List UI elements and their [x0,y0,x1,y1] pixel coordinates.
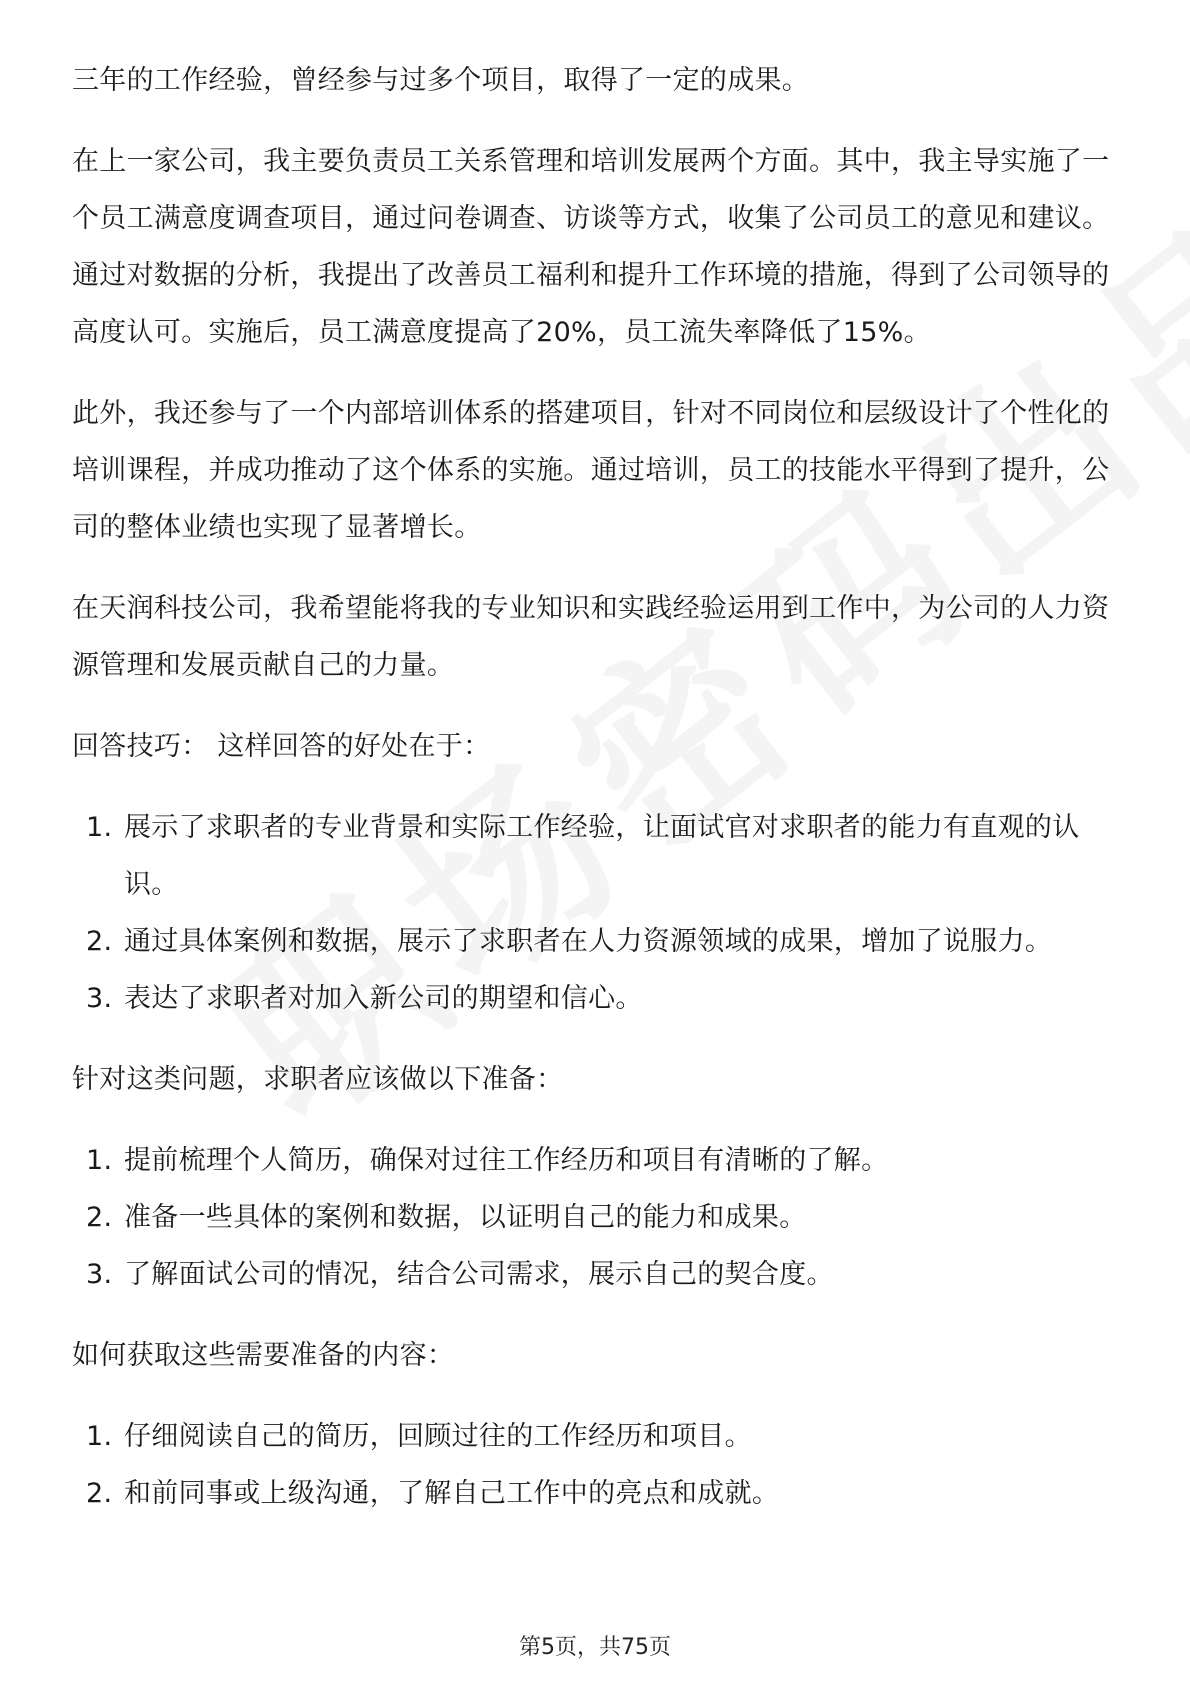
page-number-footer: 第5页，共75页 [519,1635,671,1660]
list-item [72,1189,1122,1246]
tips-heading: 回答技巧： 这样回答的好处在于： [72,731,491,762]
list-number: 1. [86,812,113,843]
list-number: 3. [86,983,113,1014]
list-item [72,1465,1122,1522]
list-number: 2. [86,1478,113,1509]
document-page [72,52,1122,1546]
list-item [72,799,1122,913]
list-item-text: 表达了求职者对加入新公司的期望和信心。 [124,983,643,1014]
obtain-heading: 如何获取这些需要准备的内容： [72,1340,455,1371]
list-number: 1. [86,1145,113,1176]
list-item-text: 通过具体案例和数据，展示了求职者在人力资源领域的成果，增加了说服力。 [124,926,1053,957]
tips-list [72,799,1122,1027]
list-number: 3. [86,1259,113,1290]
list-item-text: 提前梳理个人简历，确保对过往工作经历和项目有清晰的了解。 [124,1145,889,1176]
list-item [72,1408,1122,1465]
list-item [72,1246,1122,1303]
list-item-text: 了解面试公司的情况，结合公司需求，展示自己的契合度。 [124,1259,834,1290]
list-number: 2. [86,926,113,957]
list-item-text: 仔细阅读自己的简历，回顾过往的工作经历和项目。 [124,1421,752,1452]
paragraph-previous-company: 在上一家公司，我主要负责员工关系管理和培训发展两个方面。其中，我主导实施了一个员工满意度调查项目，通过问卷调查、访谈等方式，收集了公司员工的意见和建议。通过对数据的分析，我提出了改善员工福利和提升工作环境的措施，得到了公司领导的高度认可。实施后，员工满意度提高了20%，员工流失率降低了15%。 [72,146,1110,348]
paragraph-experience: 三年的工作经验，曾经参与过多个项目，取得了一定的成果。 [72,65,810,96]
paragraph-target-company: 在天润科技公司，我希望能将我的专业知识和实践经验运用到工作中，为公司的人力资源管理和发展贡献自己的力量。 [72,593,1110,681]
prep-list [72,1132,1122,1303]
obtain-list [72,1408,1122,1522]
paragraph-training-project: 此外，我还参与了一个内部培训体系的搭建项目，针对不同岗位和层级设计了个性化的培训课程，并成功推动了这个体系的实施。通过培训，员工的技能水平得到了提升，公司的整体业绩也实现了显著增长。 [72,398,1110,543]
list-item [72,913,1122,970]
list-item-text: 和前同事或上级沟通，了解自己工作中的亮点和成就。 [124,1478,780,1509]
prep-heading: 针对这类问题，求职者应该做以下准备： [72,1064,564,1095]
list-item [72,1132,1122,1189]
list-number: 2. [86,1202,113,1233]
list-number: 1. [86,1421,113,1452]
list-item [72,970,1122,1027]
list-item-text: 展示了求职者的专业背景和实际工作经验，让面试官对求职者的能力有直观的认识。 [124,812,1080,900]
list-item-text: 准备一些具体的案例和数据，以证明自己的能力和成果。 [124,1202,807,1233]
